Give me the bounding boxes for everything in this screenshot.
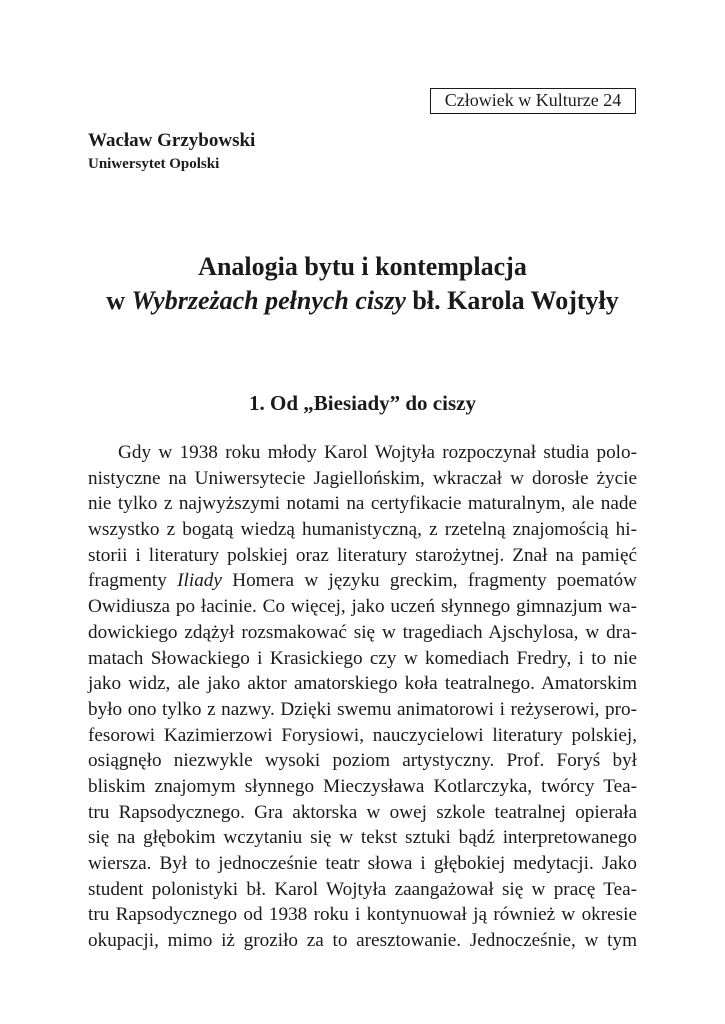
title-line-2-prefix: w	[106, 286, 132, 315]
body-line: nie tylko z najwyższymi notami na certyfikacie maturalnym, ale nade	[88, 493, 637, 515]
article-title	[88, 250, 637, 318]
title-line-2	[88, 284, 637, 318]
body-line: fesorowi Kazimierzowi Forysiowi, nauczycielowi literatury polskiej,	[88, 724, 637, 746]
author-affiliation: Uniwersytet Opolski	[88, 156, 220, 172]
body-line: bliskim znajomym słynnego Mieczysława Kotlarczyka, twórcy Tea-	[88, 775, 637, 797]
body-line: matach Słowackiego i Krasickiego czy w komediach Fredry, i to nie	[88, 647, 637, 669]
body-line: się na głębokim wczytaniu się w tekst sztuki bądź interpretowanego	[88, 827, 637, 849]
body-line: wiersza. Był to jednocześnie teatr słowa i głębokiej medytacji. Jako	[88, 853, 637, 874]
title-line-2-italic: Wybrzeżach pełnych ciszy	[131, 286, 406, 315]
body-line: wszystko z bogatą wiedzą humanistyczną, z rzetelną znajomością hi-	[88, 519, 637, 541]
author-name: Wacław Grzybowski	[88, 130, 256, 151]
body-line: dowickiego zdążył rozsmakować się w tragediach Ajschylosa, w dra-	[88, 621, 637, 643]
body-line: było ono tylko z nazwy. Dzięki swemu animatorowi i reżyserowi, pro-	[88, 698, 637, 720]
section-heading: 1. Od „Biesiady” do ciszy	[249, 391, 476, 415]
body-line-6-prefix: fragmenty	[88, 570, 178, 592]
body-line-6-italic: Iliady	[177, 570, 222, 592]
body-line: Gdy w 1938 roku młody Karol Wojtyła rozpoczynał studia polo-	[118, 442, 637, 463]
body-paragraph	[88, 440, 637, 954]
body-line: Owidiusza po łacinie. Co więcej, jako uczeń słynnego gimnazjum wa-	[88, 596, 637, 618]
title-line-1: Analogia bytu i kontemplacja	[198, 252, 527, 281]
body-line: student polonistyki bł. Karol Wojtyła zaangażował się w pracę Tea-	[88, 878, 637, 900]
body-line: okupacji, mimo iż groziło za to aresztowanie. Jednocześnie, w tym	[88, 930, 637, 952]
body-line: tru Rapsodycznego od 1938 roku i kontynuował ją również w okresie	[88, 904, 637, 926]
body-line: osiągnęło niezwykle wysoki poziom artystyczny. Prof. Foryś był	[88, 750, 637, 772]
body-line: tru Rapsodycznego. Gra aktorska w owej szkole teatralnej opierała	[88, 801, 637, 823]
body-line: storii i literatury polskiej oraz literatury starożytnej. Znał na pamięć	[88, 544, 637, 566]
body-line: jako widz, ale jako aktor amatorskiego koła teatralnego. Amatorskim	[88, 673, 637, 695]
body-line-6-suffix: Homera w języku greckim, fragmenty poematów	[221, 570, 637, 592]
body-line	[88, 568, 637, 594]
journal-name: Człowiek w Kulturze 24	[444, 90, 622, 110]
title-line-2-suffix: bł. Karola Wojtyły	[405, 286, 619, 315]
body-line: nistyczne na Uniwersytecie Jagiellońskim, wkraczał w dorosłe życie	[88, 467, 637, 489]
journal-header-box	[430, 88, 636, 114]
